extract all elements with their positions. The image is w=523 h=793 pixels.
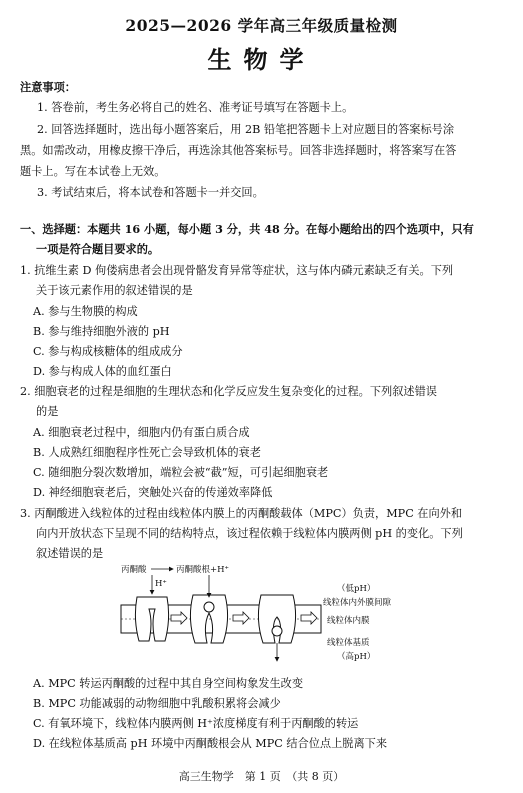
- question-stem: 叙述错误的是: [36, 547, 104, 560]
- option-c: C. 有氧环境下，线粒体内膜两侧 H⁺浓度梯度有利于丙酮酸的转运: [33, 717, 359, 730]
- option-b: B. 人成熟红细胞程序性死亡会导致机体的衰老: [33, 446, 261, 459]
- option-a: A. 参与生物膜的构成: [33, 305, 138, 318]
- label-matrix: 线粒体基质: [327, 638, 370, 648]
- notice-item: 3. 考试结束后，将本试卷和答题卡一并交回。: [37, 186, 264, 199]
- option-a: A. 细胞衰老过程中，细胞内仍有蛋白质合成: [33, 426, 250, 439]
- label-intermembrane-space: 线粒体内外膜间隙: [323, 598, 392, 608]
- option-d: D. 参与构成人体的血红蛋白: [33, 365, 172, 378]
- question-stem: 3. 丙酮酸进入线粒体的过程由线粒体内膜上的丙酮酸载体（MPC）负责，MPC 在向外和: [20, 507, 463, 520]
- section-heading-cont: 一项是符合题目要求的。: [36, 242, 160, 256]
- question-stem: 1. 抗维生素 D 佝偻病患者会出现骨骼发育异常等症状，这与体内磷元素缺乏有关。下列: [20, 264, 454, 277]
- notice-item: 1. 答卷前，考生务必将自己的姓名、准考证号填写在答题卡上。: [37, 101, 354, 114]
- question-stem: 关于该元素作用的叙述错误的是: [36, 284, 193, 297]
- option-d: D. 神经细胞衰老后，突触处兴奋的传递效率降低: [33, 486, 273, 499]
- option-c: C. 参与构成核糖体的组成成分: [33, 345, 183, 358]
- option-d: D. 在线粒体基质高 pH 环境中丙酮酸根会从 MPC 结合位点上脱离下来: [33, 737, 388, 750]
- label-pyruvate-ion: 丙酮酸根+H⁺: [176, 565, 230, 575]
- question-stem: 的是: [36, 405, 59, 418]
- subject-title: 生物学: [207, 45, 316, 74]
- label-pyruvate: 丙酮酸: [121, 565, 147, 575]
- question-stem: 向内开放状态下呈现不同的结构特点，该过程依赖于线粒体内膜两侧 pH 的变化。下列: [36, 527, 463, 540]
- question-stem: 2. 细胞衰老的过程是细胞的生理状态和化学反应发生复杂变化的过程。下列叙述错误: [20, 385, 437, 398]
- label-inner-membrane: 线粒体内膜: [327, 616, 370, 626]
- label-h-plus: H⁺: [155, 579, 167, 589]
- option-c: C. 随细胞分裂次数增加，端粒会被“截”短，可引起细胞衰老: [33, 466, 329, 479]
- notice-item: 题卡上。写在本试卷上无效。: [20, 165, 166, 178]
- exam-title: 2025—2026 学年高三年级质量检测: [125, 16, 398, 35]
- notice-item: 黑。如需改动，用橡皮擦干净后，再选涂其他答案标号。回答非选择题时，将答案写在答: [20, 144, 457, 157]
- label-low-ph: （低pH）: [337, 584, 376, 594]
- option-a: A. MPC 转运丙酮酸的过程中其自身空间构象发生改变: [33, 677, 304, 690]
- mpc-diagram: [115, 561, 415, 669]
- label-high-ph: （高pH）: [337, 652, 376, 662]
- notice-title: 注意事项：: [20, 80, 76, 94]
- section-heading: 一、选择题：本题共 16 小题，每小题 3 分，共 48 分。在每小题给出的四个选项中，只有: [20, 222, 474, 236]
- option-b: B. 参与维持细胞外液的 pH: [33, 325, 170, 338]
- option-b: B. MPC 功能减弱的动物细胞中乳酸积累将会减少: [33, 697, 281, 710]
- notice-item: 2. 回答选择题时，选出每小题答案后，用 2B 铅笔把答题卡上对应题目的答案标号涂: [37, 123, 455, 136]
- page-footer: 高三生物学 第 1 页 （共 8 页）: [178, 770, 345, 783]
